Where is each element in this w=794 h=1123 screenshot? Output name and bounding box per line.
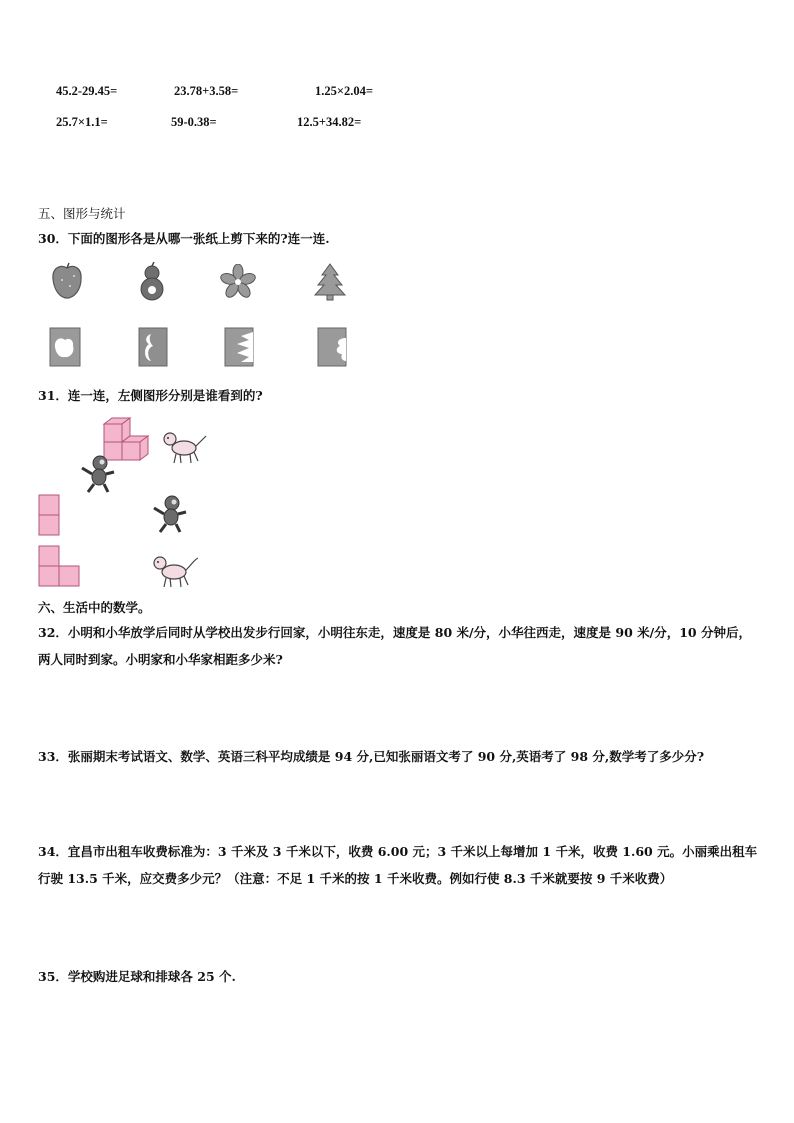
question-text: 31．连一连，左侧图形分别是谁看到的? bbox=[38, 388, 263, 403]
cutout-paper-apple bbox=[48, 326, 82, 368]
flower-shape-figure bbox=[220, 264, 256, 300]
question-text: 34．宜昌市出租车收费标准为：3 千米及 3 千米以下，收费 6.00 元；3 千米以上每增加 1 千米，收费 1.60 元。小丽乘出租车行驶 13.5 千米，应交费多少元？（注意：不足 1 千米的按 1 千米收费。例如行使 8.3 千米就要按 9 千米收费） bbox=[38, 844, 758, 886]
calc-expression: 59-0.38= bbox=[171, 115, 217, 129]
section-title: 五、图形与统计 bbox=[38, 206, 126, 221]
monkey-figure bbox=[150, 494, 190, 534]
cutout-paper-tree bbox=[223, 326, 255, 368]
cutout-paper-flower bbox=[316, 326, 348, 368]
calc-expression: 45.2-29.45= bbox=[56, 84, 118, 98]
side-view-two-squares bbox=[38, 494, 62, 538]
question-text: 33．张丽期末考试语文、数学、英语三科平均成绩是 94 分,已知张丽语文考了 90 分,英语考了 98 分,数学考了多少分? bbox=[38, 749, 705, 764]
cutout-paper-gourd bbox=[137, 326, 169, 368]
calc-expression: 25.7×1.1= bbox=[56, 115, 108, 129]
apple-shape-figure bbox=[50, 262, 84, 302]
tree-shape-figure bbox=[314, 263, 346, 301]
calc-expression: 1.25×2.04= bbox=[315, 84, 373, 98]
question-text: 32．小明和小华放学后同时从学校出发步行回家，小明往东走，速度是 80 米/分，小华往西走，速度是 90 米/分，10 分钟后，两人同时到家。小明家和小华家相距多少米? bbox=[38, 625, 751, 667]
gourd-shape-figure bbox=[137, 262, 167, 302]
dog-figure bbox=[150, 552, 200, 590]
question-text: 30．下面的图形各是从哪一张纸上剪下来的?连一连. bbox=[38, 231, 330, 246]
calc-expression: 12.5+34.82= bbox=[297, 115, 362, 129]
section-title: 六、生活中的数学。 bbox=[38, 600, 151, 615]
front-view-three-squares bbox=[38, 545, 84, 589]
calc-expression: 23.78+3.58= bbox=[174, 84, 239, 98]
dog-figure bbox=[160, 428, 208, 466]
question-text: 35．学校购进足球和排球各 25 个. bbox=[38, 969, 236, 984]
monkey-figure bbox=[78, 454, 118, 494]
